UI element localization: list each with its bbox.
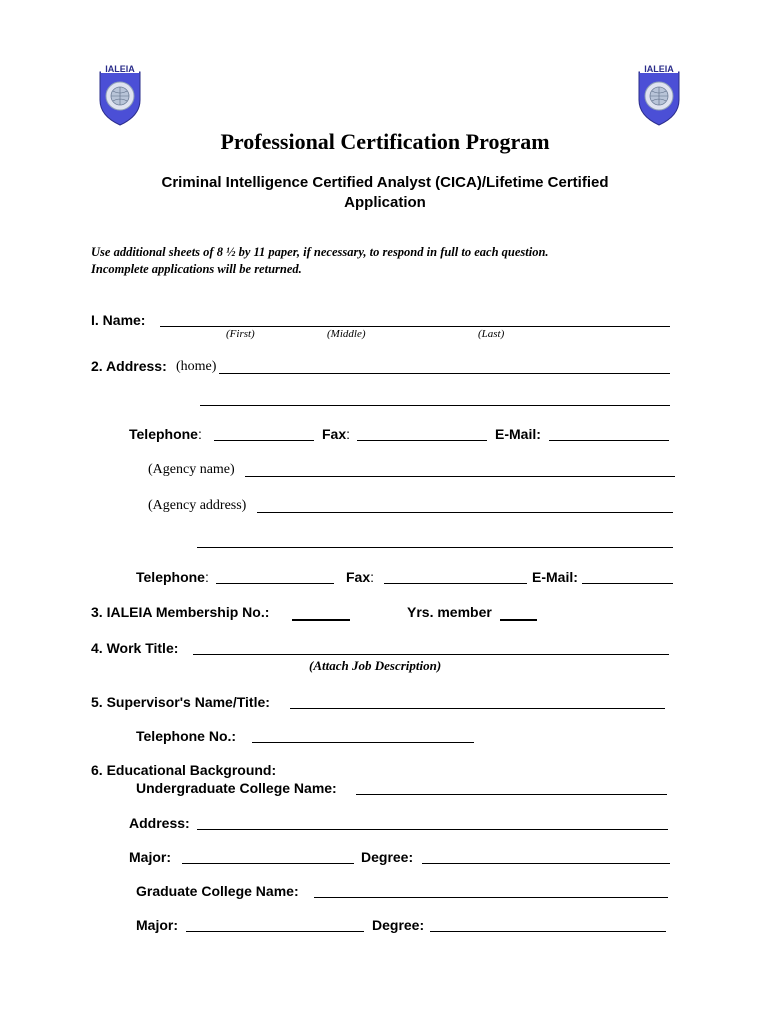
undergrad-major-field[interactable] (182, 863, 354, 864)
home-fax-field[interactable] (357, 440, 487, 441)
subtitle-line-1: Criminal Intelligence Certified Analyst (CICA)/Lifetime Certified (161, 174, 609, 191)
address-label: 2. Address: (91, 358, 167, 374)
home-address-field[interactable] (219, 373, 670, 374)
agency-telephone-field[interactable] (216, 583, 334, 584)
ialeia-logo-left (97, 62, 143, 126)
supervisor-telephone-field[interactable] (252, 742, 474, 743)
education-label: 6. Educational Background: (91, 762, 277, 778)
supervisor-telephone-label: Telephone No.: (136, 728, 237, 744)
agency-email-field[interactable] (582, 583, 673, 584)
undergrad-degree-label: Degree: (361, 849, 414, 865)
undergrad-address-label: Address: (129, 815, 190, 831)
grad-college-field[interactable] (314, 897, 668, 898)
name-middle-caption: (Middle) (327, 328, 366, 340)
address-home-caption: (home) (176, 359, 217, 374)
telephone-label: Telephone: (129, 426, 202, 442)
grad-college-label: Graduate College Name: (136, 883, 299, 899)
work-title-label: 4. Work Title: (91, 640, 179, 656)
job-description-note: (Attach Job Description) (309, 658, 442, 673)
undergrad-major-label: Major: (129, 849, 171, 865)
undergrad-college-field[interactable] (356, 794, 667, 795)
membership-number-field[interactable] (292, 619, 350, 621)
ialeia-logo-right (636, 62, 682, 126)
supervisor-field[interactable] (290, 708, 665, 709)
name-label: I. Name: (91, 312, 146, 328)
email-label: E-Mail: (495, 426, 541, 442)
undergrad-address-field[interactable] (197, 829, 668, 830)
agency-telephone-label: Telephone: (136, 569, 209, 585)
instructions-line-1: Use additional sheets of 8 ½ by 11 paper, if necessary, to respond in full to each question. (91, 245, 549, 259)
agency-address-line-2[interactable] (197, 547, 673, 548)
undergrad-college-label: Undergraduate College Name: (136, 780, 337, 796)
svg-text:IALEIA: IALEIA (105, 64, 135, 74)
home-address-line-2[interactable] (200, 405, 670, 406)
agency-name-field[interactable] (245, 476, 675, 477)
agency-name-caption: (Agency name) (148, 462, 235, 477)
name-field[interactable] (160, 326, 670, 327)
agency-email-label: E-Mail: (532, 569, 578, 585)
name-last-caption: (Last) (478, 328, 505, 340)
agency-fax-label: Fax: (346, 569, 375, 585)
years-member-field[interactable] (500, 619, 537, 621)
membership-label: 3. IALEIA Membership No.: (91, 604, 270, 620)
home-email-field[interactable] (549, 440, 669, 441)
grad-major-label: Major: (136, 917, 178, 933)
agency-fax-field[interactable] (384, 583, 527, 584)
grad-degree-field[interactable] (430, 931, 666, 932)
supervisor-label: 5. Supervisor's Name/Title: (91, 694, 270, 710)
agency-address-caption: (Agency address) (148, 498, 247, 513)
agency-address-field[interactable] (257, 512, 673, 513)
grad-major-field[interactable] (186, 931, 364, 932)
fax-label: Fax: (322, 426, 351, 442)
instructions-line-2: Incomplete applications will be returned. (91, 262, 302, 276)
name-first-caption: (First) (226, 328, 255, 340)
years-member-label: Yrs. member (407, 604, 492, 620)
grad-degree-label: Degree: (372, 917, 425, 933)
svg-text:IALEIA: IALEIA (644, 64, 674, 74)
home-telephone-field[interactable] (214, 440, 314, 441)
subtitle-line-2: Application (344, 194, 426, 211)
page-title: Professional Certification Program (220, 129, 550, 154)
undergrad-degree-field[interactable] (422, 863, 670, 864)
work-title-field[interactable] (193, 654, 669, 655)
